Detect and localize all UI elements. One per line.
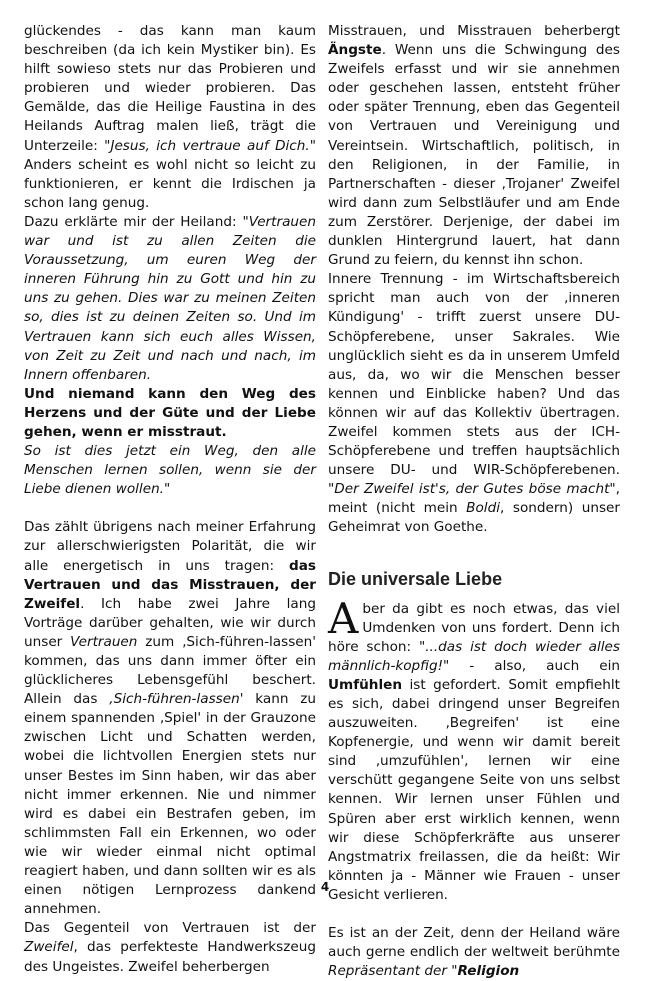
paragraph-1 <box>24 22 316 213</box>
bold-text: Ängste <box>328 42 382 59</box>
paragraph-4 <box>24 442 316 499</box>
text: , sondern) unser Geheimrat von Goethe. <box>328 500 620 536</box>
spacer <box>328 905 620 924</box>
quote-italic: "Vertrauen war und ist zu allen Zeiten die Voraussetzung, um euren Weg der inneren Führung hin zu Gott und hin zu uns zu gehen. Dies war zu meinen Zeiten so, dies ist zu deinen Zeiten so. Und im Vertrauen kann sich euch alles Wissen, von Zeit zu Zeit und nach und nach, im Innern offenbaren. <box>24 213 316 383</box>
bold-text: das Vertrauen und das Misstrauen, der Zweifel <box>24 557 316 612</box>
paragraph-2 <box>328 270 620 537</box>
right-column <box>328 22 620 981</box>
italic-text: ‚Sich-führen-lassen' <box>109 691 244 708</box>
text: Das zählt übrigens nach meiner Erfahrung zur allerschwierigsten Polarität, die wir alle energetisch in uns tragen: <box>24 519 316 574</box>
text: " - also, auch ein <box>443 657 620 674</box>
italic-text: Boldi <box>466 500 500 517</box>
text: Dazu erklärte mir der Heiland: <box>24 213 243 230</box>
quote-italic: So ist dies jetzt ein Weg, den alle Menschen lernen sollen, wenn sie der Liebe dienen wollen." <box>24 443 316 498</box>
italic-text: Zweifel <box>24 939 74 956</box>
text: Innere Trennung - im Wirtschaftsbereich spricht man auch von der ‚inneren Kündigung' - trifft zuerst unsere DU-Schöpferebene, unser Sakrales. Wie unglücklich sieht es da in unserem Umfeld aus, da, wo wir die Menschen besser kennen und Einblicke haben? Und das können wir auf das Kollektiv übertragen. Zweifel kommen stets aus der ICH-Schöpferebene und treffen hauptsächlich unsere DU- und WIR-Schöpferebenen. <box>328 271 620 479</box>
spacer <box>24 499 316 518</box>
drop-cap: A <box>328 593 359 643</box>
paragraph-6 <box>24 919 316 976</box>
text: , meint (nicht mein <box>328 481 620 517</box>
text: . Ich habe zwei Jahre lang Vorträge darüber gehalten, wie wir durch unser <box>24 595 316 650</box>
paragraph-5 <box>24 518 316 919</box>
text: Es ist an der Zeit, denn der Heiland wäre auch gerne endlich der weltweit berühmte <box>328 925 620 961</box>
italic-text: Repräsentant der " <box>328 963 458 980</box>
quote-italic: "Der Zweifel ist's, der Gutes böse macht" <box>328 481 616 498</box>
quote-italic: ...das ist doch wieder alles männlich-kopfig! <box>328 638 620 674</box>
bold-italic-text: Religion <box>457 963 520 980</box>
paragraph-4 <box>328 924 620 981</box>
text: kann zu einem spannenden ‚Spiel' in der Grauzone zwischen Licht und Schatten werden, wobei die lichtvollen Energien stets nur unser Bestes im Sinn haben, wir das aber nicht immer erkennen. Nie und nimmer wird es dabei ein Bestrafen geben, im schlimmsten Fall ein Erkennen, wo oder wie wir wieder einmal nicht optimal reagiert haben, und dann sollten wir es als einen nötigen Lernprozess dankend annehmen. <box>24 691 316 918</box>
page-number: 4 <box>320 880 330 894</box>
text: ist gefordert. Somit empfiehlt es sich, dabei dringend unser Begreifen auszuweiten. ‚Begreifen' ist eine Kopfenergie, und wenn wir damit bereit sind ‚umzufühlen', lernen wir eine verschütt gegangene Seite von uns selbst kennen. Wir lernen unser Fühlen und Spüren aber erst wirklich kennen, wenn wir diese Schöpferkräfte aus unserer Angstmatrix freilassen, die da heißt: Wir könnten ja - Männer wie Frauen - unser Gesicht verlieren. <box>328 676 620 903</box>
italic-text: Vertrauen <box>70 633 138 650</box>
bold-statement: Und niemand kann den Weg des Herzens und der Güte und der Liebe gehen, wenn er misstraut. <box>24 385 316 440</box>
text: " Anders scheint es wohl nicht so leicht zu funktionieren, er kennt die Irdischen ja schon lang genug. <box>24 137 316 211</box>
quote-italic: Jesus, ich vertraue auf Dich. <box>110 137 310 154</box>
text: . Wenn uns die Schwingung des Zweifels erfasst und wir sie annehmen oder geschehen lassen, entsteht früher oder später Trennung, eben das Gegenteil von Vertrauen und Vereinigung und Vereintsein. Wirtschaftlich, politisch, in den Religionen, in der Familie, in Partnerschaften - dieser ‚Trojaner' Zweifel wird dann zum Selbstläufer und am Ende zum Zerstörer. Derjenige, der dabei im dunklen Hintergrund lauert, hat dann Grund zu feiern, du kennst ihn schon. <box>328 42 620 269</box>
text: Das Gegenteil von Vertrauen ist der <box>24 920 316 937</box>
paragraph-3-bold <box>24 385 316 442</box>
paragraph-3 <box>328 593 620 906</box>
bold-text: Umfühlen <box>328 676 403 693</box>
text: glückendes - das kann man kaum beschreiben (da ich kein Mystiker bin). Es hilft sowieso stets nur das Probieren und probieren und wieder probieren. Das Gemälde, das die Heilige Faustina in des Heilands Auftrag malen ließ, trägt die Unterzeile: " <box>24 23 316 154</box>
text: , das perfekteste Handwerkszeug des Ungeistes. Zweifel beherbergen <box>24 939 316 975</box>
text: Misstrauen, und Misstrauen beherbergt <box>328 23 620 39</box>
section-heading: Die universale Liebe <box>328 568 503 589</box>
text: zum ‚Sich-führen-lassen' kommen, das uns dann immer öfter ein glücklicheres Lebensgefühl beschert. Allein das <box>24 633 316 708</box>
paragraph-1 <box>328 22 620 270</box>
left-column <box>24 22 316 977</box>
paragraph-2 <box>24 213 316 385</box>
text: ber da gibt es noch etwas, das viel Umdenken von uns fordert. Denn ich höre schon: " <box>328 600 620 655</box>
spacer <box>328 538 620 568</box>
